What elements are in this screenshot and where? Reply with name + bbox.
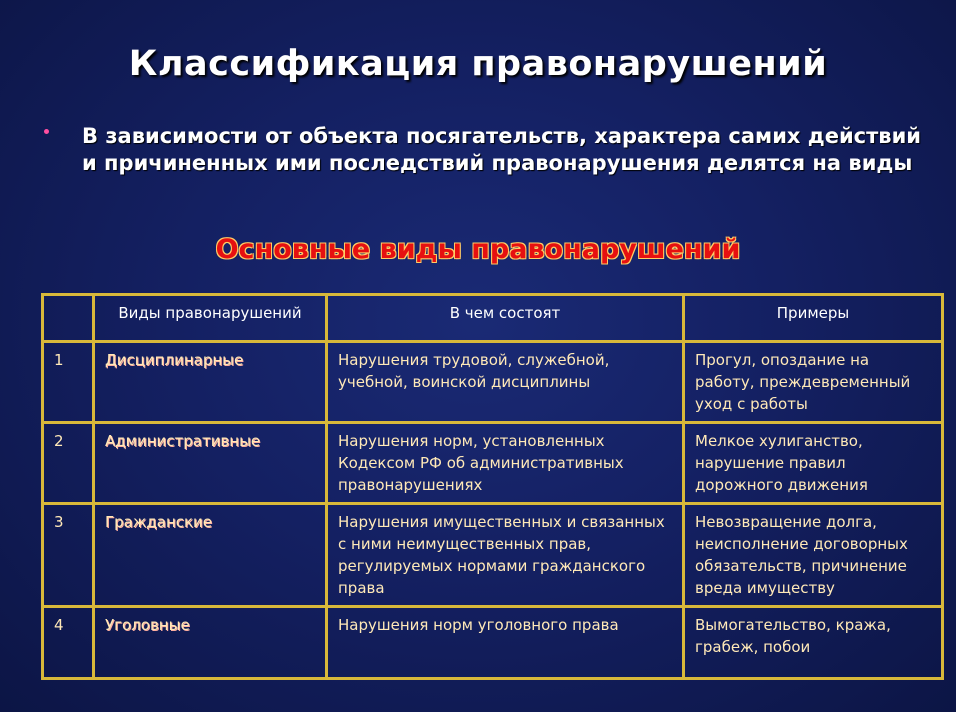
header-number <box>43 295 94 342</box>
row-kind: Гражданские <box>94 504 327 607</box>
row-examples: Прогул, опоздание на работу, преждевременный уход с работы <box>684 342 943 423</box>
row-number: 1 <box>43 342 94 423</box>
slide-title: Классификация правонарушений <box>128 44 828 84</box>
row-kind: Дисциплинарные <box>94 342 327 423</box>
row-description: Нарушения норм уголовного права <box>327 607 684 679</box>
intro-text: В зависимости от объекта посягательств, характера самих действий и причиненных ими последствий правонарушения делятся на виды <box>82 124 922 175</box>
row-kind: Уголовные <box>94 607 327 679</box>
table-subtitle: Основные виды правонарушений <box>215 234 741 265</box>
row-description: Нарушения имущественных и связанных с ними неимущественных прав, регулируемых нормами гражданского права <box>327 504 684 607</box>
table-row <box>43 342 943 423</box>
table-row <box>43 423 943 504</box>
row-examples: Вымогательство, кража, грабеж, побои <box>684 607 943 679</box>
bullet-dot-icon <box>44 129 49 134</box>
table-row <box>43 504 943 607</box>
header-examples: Примеры <box>684 295 943 342</box>
table-row <box>43 607 943 679</box>
header-description: В чем состоят <box>327 295 684 342</box>
offense-types-table <box>41 293 944 680</box>
row-examples: Мелкое хулиганство, нарушение правил дорожного движения <box>684 423 943 504</box>
table-header-row <box>43 295 943 342</box>
header-kind: Виды правонарушений <box>94 295 327 342</box>
row-number: 2 <box>43 423 94 504</box>
row-number: 4 <box>43 607 94 679</box>
row-number: 3 <box>43 504 94 607</box>
row-description: Нарушения норм, установленных Кодексом РФ об административных правонарушениях <box>327 423 684 504</box>
row-examples: Невозвращение долга, неисполнение договорных обязательств, причинение вреда имуществу <box>684 504 943 607</box>
row-kind: Административные <box>94 423 327 504</box>
row-description: Нарушения трудовой, служебной, учебной, воинской дисциплины <box>327 342 684 423</box>
